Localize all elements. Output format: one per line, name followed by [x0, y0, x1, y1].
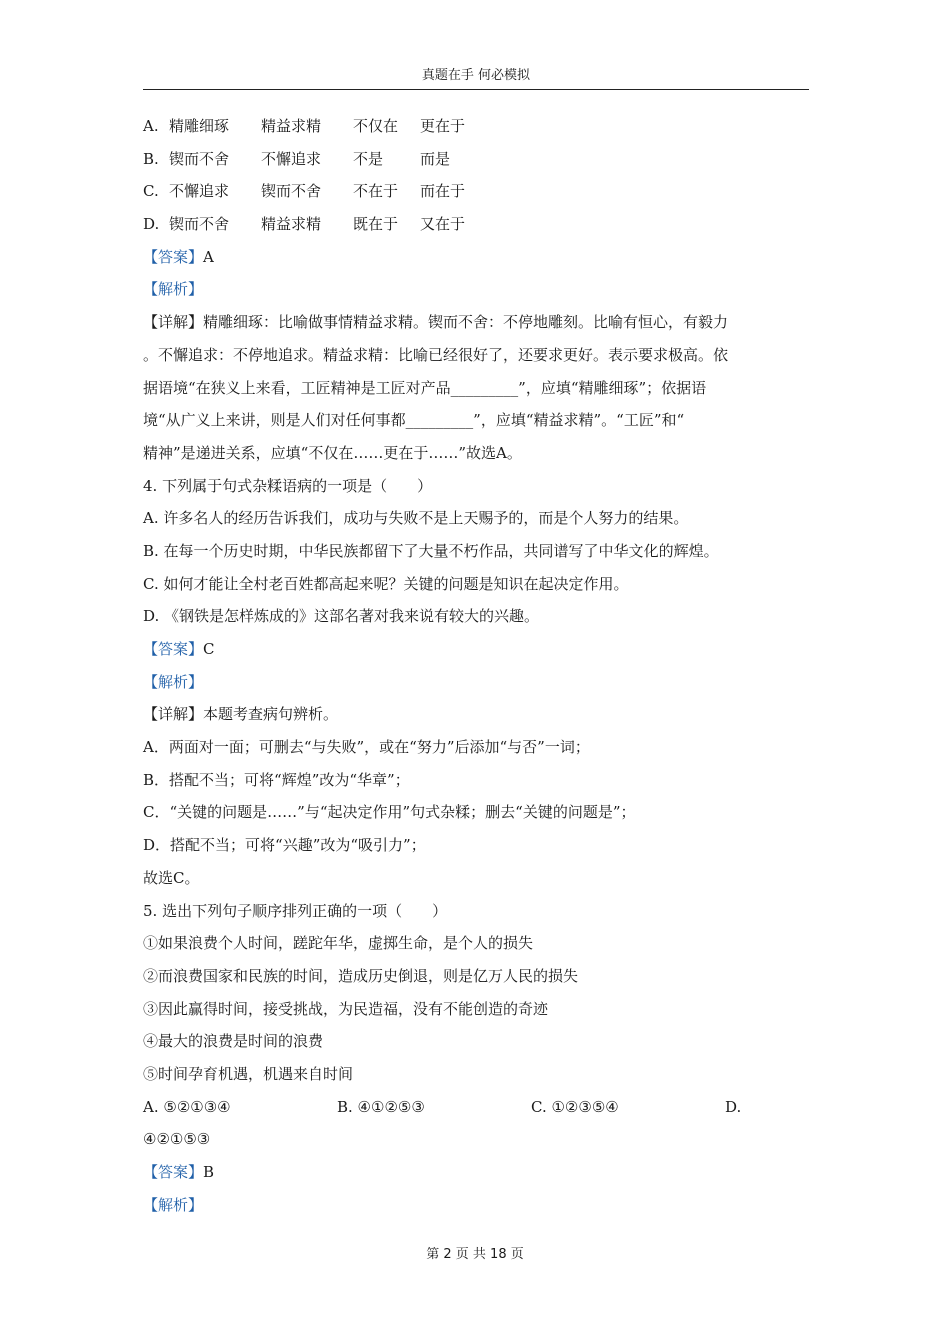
q4-option-c: C. 如何才能让全村老百姓都高起来呢？关键的问题是知识在起决定作用。 — [143, 574, 629, 593]
q5-sentence-4: ④最大的浪费是时间的浪费 — [143, 1032, 324, 1051]
q3-detail-line-3: 据语境“在狭义上来看，工匠精神是工匠对产品_________”，应填“精雕细琢”；依据语 — [143, 378, 707, 397]
q5-sentence-1: ①如果浪费个人时间，蹉跎年华，虚掷生命，是个人的损失 — [143, 934, 534, 953]
q4-analysis-c: C．“关键的问题是……”与“起决定作用”句式杂糅；删去“关键的问题是”； — [143, 803, 636, 822]
q5-sentence-2: ②而浪费国家和民族的时间，造成历史倒退，则是亿万人民的损失 — [143, 966, 579, 985]
q4-conclusion: 故选C。 — [143, 868, 200, 887]
q5-sentence-3: ③因此赢得时间，接受挑战，为民造福，没有不能创造的奇迹 — [143, 999, 549, 1018]
q3-detail-line-1: 【详解】精雕细琢：比喻做事情精益求精。锲而不舍：不停地雕刻。比喻有恒心，有毅力 — [143, 313, 729, 332]
q5-option-c: C. ①②③⑤④ — [531, 1097, 619, 1116]
q3-answer: 【答案】A — [143, 247, 214, 266]
q5-option-a: A. ⑤②①③④ — [143, 1097, 231, 1116]
page-content — [143, 110, 809, 1221]
q4-analysis-label: 【解析】 — [143, 672, 204, 691]
q4-detail: 【详解】本题考查病句辨析。 — [143, 705, 339, 724]
q3-detail-line-4: 境“从广义上来讲，则是人们对任何事都_________”，应填“精益求精”。“工匠”和“ — [143, 411, 685, 430]
q3-analysis-label: 【解析】 — [143, 280, 204, 299]
page-footer: 第 2 页 共 18 页 — [426, 1247, 524, 1262]
q3-detail-line-2: 。不懈追求：不停地追求。精益求精：比喻已经很好了，还要求更好。表示要求极高。依 — [143, 345, 729, 364]
q4-option-b: B. 在每一个历史时期，中华民族都留下了大量不朽作品，共同谱写了中华文化的辉煌。 — [143, 541, 719, 560]
q3-option-b: B. 锲而不舍 不懈追求 不是 而是 — [143, 149, 451, 168]
header-divider — [143, 89, 809, 90]
q4-analysis-a: A．两面对一面；可删去“与失败”，或在“努力”后添加“与否”一词； — [143, 738, 590, 757]
q3-option-c: C. 不懈追求 锲而不舍 不在于 而在于 — [143, 182, 466, 201]
q5-option-d: D. — [725, 1097, 742, 1116]
q4-answer: 【答案】C — [143, 640, 215, 658]
q5-answer: 【答案】B — [143, 1163, 215, 1181]
q4-stem: 4. 下列属于句式杂糅语病的一项是（ ） — [143, 476, 433, 495]
q5-stem: 5. 选出下列句子顺序排列正确的一项（ ） — [143, 901, 448, 920]
q3-detail-line-5: 精神”是递进关系，应填“不仅在……更在于……”故选A。 — [143, 443, 522, 462]
q5-option-b: B. ④①②⑤③ — [337, 1097, 425, 1116]
q5-analysis-label: 【解析】 — [143, 1195, 204, 1214]
q4-analysis-d: D．搭配不当；可将“兴趣”改为“吸引力”； — [143, 836, 426, 855]
q4-analysis-b: B．搭配不当；可将“辉煌”改为“华章”； — [143, 770, 410, 789]
q5-sentence-5: ⑤时间孕育机遇，机遇来自时间 — [143, 1064, 354, 1083]
q5-options — [143, 1091, 809, 1124]
q3-option-d: D. 锲而不舍 精益求精 既在于 又在于 — [143, 215, 466, 234]
q5-option-d-continued: ④②①⑤③ — [143, 1130, 211, 1149]
q4-option-d: D. 《钢铁是怎样炼成的》这部名著对我来说有较大的兴趣。 — [143, 607, 540, 626]
q4-option-a: A. 许多名人的经历告诉我们，成功与失败不是上天赐予的，而是个人努力的结果。 — [143, 509, 689, 528]
q3-option-a: A. 精雕细琢 精益求精 不仅在 更在于 — [143, 117, 466, 135]
page-header: 真题在手 何必模拟 — [421, 68, 531, 83]
